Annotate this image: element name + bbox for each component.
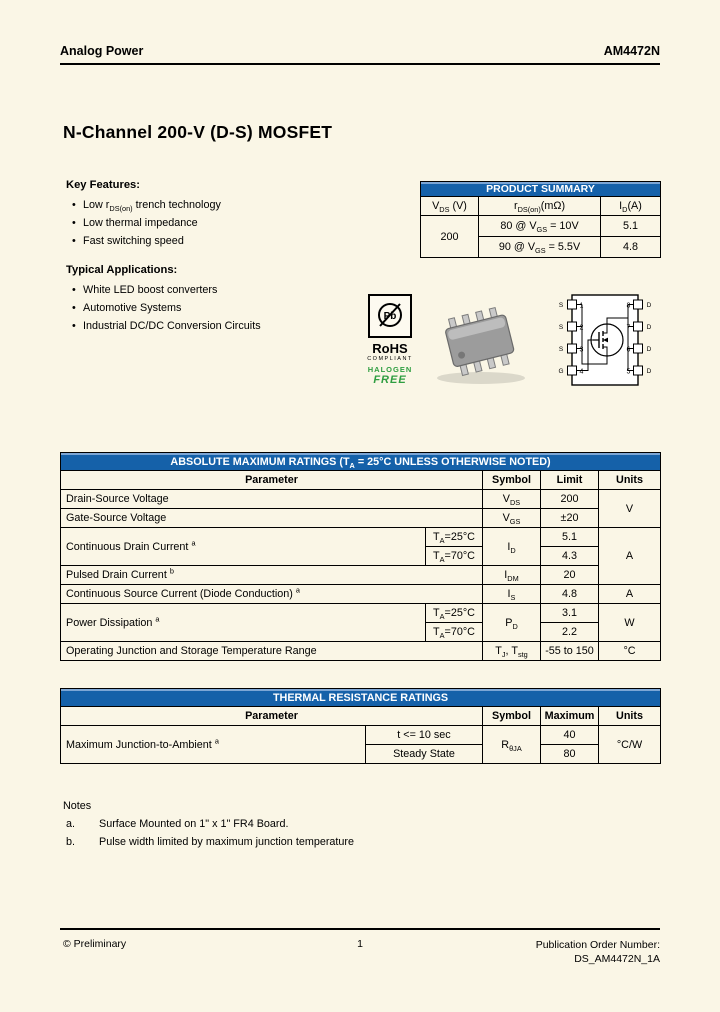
amr-param-cell: Gate-Source Voltage <box>61 509 483 528</box>
amr-symbol-cell: $I_{DM}$ <box>483 566 541 585</box>
amr-limit-cell: ±20 <box>541 509 599 528</box>
note-label: b. <box>66 836 76 848</box>
pin-label: S <box>558 302 564 309</box>
amr-units-cell: V <box>599 490 661 528</box>
thermal-condition-cell: t <= 10 sec <box>366 726 483 745</box>
note-item <box>63 815 623 833</box>
product-summary-title: PRODUCT SUMMARY <box>421 182 661 197</box>
pin-label: S <box>558 346 564 353</box>
pin-number: 4 <box>579 368 584 376</box>
key-feature-item <box>70 196 370 214</box>
amr-limit-cell: 5.1 <box>541 528 599 547</box>
ps-id-value: 4.8 <box>601 237 661 258</box>
amr-limit-cell: -55 to 150 <box>541 642 599 661</box>
thermal-head-parameter: Parameter <box>61 707 483 726</box>
ps-col-id: $I_D(A)$ <box>601 197 661 216</box>
application-item <box>70 299 380 317</box>
note-label: a. <box>66 818 76 830</box>
amr-symbol-cell: $I_D$ <box>483 528 541 566</box>
pin-label: D <box>646 324 652 331</box>
pin-configuration-diagram <box>550 290 660 390</box>
footer-rule <box>60 928 660 930</box>
pb-label: Pb <box>383 311 397 322</box>
key-feature-item <box>70 232 370 250</box>
footer-pub-number: DS_AM4472N_1A <box>574 953 660 965</box>
pin-number: 7 <box>626 324 631 332</box>
ps-col-vds: $V_{DS}$ (V) <box>421 197 479 216</box>
amr-limit-cell: 20 <box>541 566 599 585</box>
amr-symbol-cell: $T_J$, $T_{stg}$ <box>483 642 541 661</box>
amr-param-cell: Continuous Source Current (Diode Conduction) $^a$ <box>61 585 483 604</box>
note-text: Surface Mounted on 1" x 1" FR4 Board. <box>99 818 289 830</box>
amr-symbol-cell: $V_{GS}$ <box>483 509 541 528</box>
application-text: Automotive Systems <box>83 302 182 314</box>
application-item <box>70 317 380 335</box>
thermal-title: THERMAL RESISTANCE RATINGS <box>61 689 661 707</box>
pin-number: 8 <box>626 302 631 310</box>
key-feature-text: Fast switching speed <box>83 235 184 247</box>
amr-limit-cell: 4.8 <box>541 585 599 604</box>
part-number: AM4472N <box>603 44 660 58</box>
ps-col-rdson: $r_{DS(on)}(m\Omega)$ <box>479 197 601 216</box>
footer-copyright: © Preliminary <box>63 938 127 950</box>
thermal-param-cell: Maximum Junction-to-Ambient $^a$ <box>61 726 366 764</box>
amr-param-cell: Power Dissipation $^a$ <box>61 604 426 642</box>
amr-symbol-cell: $V_{DS}$ <box>483 490 541 509</box>
note-item <box>63 833 623 851</box>
amr-head-symbol: Symbol <box>483 471 541 490</box>
amr-limit-cell: 3.1 <box>541 604 599 623</box>
pin-label: D <box>646 346 652 353</box>
footer-pub-label: Publication Order Number: <box>535 939 660 951</box>
amr-limit-cell: 4.3 <box>541 547 599 566</box>
amr-param-cell: Pulsed Drain Current $^b$ <box>61 566 483 585</box>
amr-symbol-cell: $I_S$ <box>483 585 541 604</box>
rohs-label: RoHS <box>372 341 408 356</box>
note-text: Pulse width limited by maximum junction temperature <box>99 836 355 848</box>
ps-id-value: 5.1 <box>601 216 661 237</box>
amr-units-cell: °C <box>599 642 661 661</box>
amr-condition-cell: $T_A=25^\circ C$ <box>426 528 483 547</box>
notes-heading: Notes <box>63 800 92 812</box>
rohs-logo-block <box>366 294 414 386</box>
halogen-label: HALOGEN <box>367 365 413 374</box>
thermal-head-units: Units <box>599 707 661 726</box>
pin-label: G <box>558 368 564 375</box>
company-name: Analog Power <box>60 44 144 58</box>
pin-label: S <box>558 324 564 331</box>
key-feature-text: Low thermal impedance <box>83 217 198 229</box>
key-features-heading: Key Features: <box>66 179 140 191</box>
ps-rdson-value: 90 @ $V_{GS} = 5.5V$ <box>479 237 601 258</box>
applications-list <box>70 281 380 335</box>
amr-condition-cell: $T_A=25^\circ C$ <box>426 604 483 623</box>
package-photo-soic8 <box>420 294 542 390</box>
applications-heading: Typical Applications: <box>66 264 178 276</box>
amr-units-cell: W <box>599 604 661 642</box>
amr-head-parameter: Parameter <box>61 471 483 490</box>
footer-publication <box>536 938 660 966</box>
amr-title: ABSOLUTE MAXIMUM RATINGS ($T_A = 25^\circ C$ UNLESS OTHERWISE NOTED) <box>61 453 661 471</box>
thermal-head-symbol: Symbol <box>483 707 541 726</box>
header-rule <box>60 63 660 65</box>
amr-limit-cell: 2.2 <box>541 623 599 642</box>
footer-page-number: 1 <box>357 938 363 950</box>
absolute-maximum-ratings-table <box>60 452 660 661</box>
pin-label: D <box>646 368 652 375</box>
thermal-symbol-cell: $R_{\theta JA}$ <box>483 726 541 764</box>
pb-free-icon <box>368 294 412 338</box>
pin-number: 2 <box>579 324 584 332</box>
free-label: FREE <box>373 374 407 386</box>
notes-section <box>63 797 623 851</box>
key-feature-text: Low $r_{DS(on)}$ trench technology <box>83 199 221 214</box>
pin-label: D <box>646 302 652 309</box>
amr-param-cell: Drain-Source Voltage <box>61 490 483 509</box>
pin-number: 6 <box>626 346 631 354</box>
amr-symbol-cell: $P_D$ <box>483 604 541 642</box>
ps-vds-value: 200 <box>421 216 479 258</box>
page-title: N-Channel 200-V (D-S) MOSFET <box>63 122 333 142</box>
amr-condition-cell: $T_A=70^\circ C$ <box>426 547 483 566</box>
key-feature-item <box>70 214 370 232</box>
thermal-condition-cell: Steady State <box>366 745 483 764</box>
thermal-max-cell: 80 <box>541 745 599 764</box>
thermal-units-cell: °C/W <box>599 726 661 764</box>
key-features-list <box>70 196 370 250</box>
amr-condition-cell: $T_A=70^\circ C$ <box>426 623 483 642</box>
thermal-max-cell: 40 <box>541 726 599 745</box>
application-text: Industrial DC/DC Conversion Circuits <box>83 320 261 332</box>
application-text: White LED boost converters <box>83 284 218 296</box>
product-summary-table <box>420 181 660 258</box>
amr-param-cell: Continuous Drain Current $^a$ <box>61 528 426 566</box>
amr-head-limit: Limit <box>541 471 599 490</box>
pin-number: 5 <box>626 368 631 376</box>
application-item <box>70 281 380 299</box>
thermal-resistance-table <box>60 688 660 764</box>
pin-number: 3 <box>579 346 584 354</box>
amr-units-cell: A <box>599 528 661 585</box>
amr-units-cell: A <box>599 585 661 604</box>
ps-rdson-value: 80 @ $V_{GS} = 10V$ <box>479 216 601 237</box>
amr-limit-cell: 200 <box>541 490 599 509</box>
thermal-head-maximum: Maximum <box>541 707 599 726</box>
rohs-compliant-label: COMPLIANT <box>367 356 413 362</box>
amr-head-units: Units <box>599 471 661 490</box>
pb-free-icon-svg <box>374 300 406 332</box>
amr-param-cell: Operating Junction and Storage Temperature Range <box>61 642 483 661</box>
pin-number: 1 <box>579 302 584 310</box>
